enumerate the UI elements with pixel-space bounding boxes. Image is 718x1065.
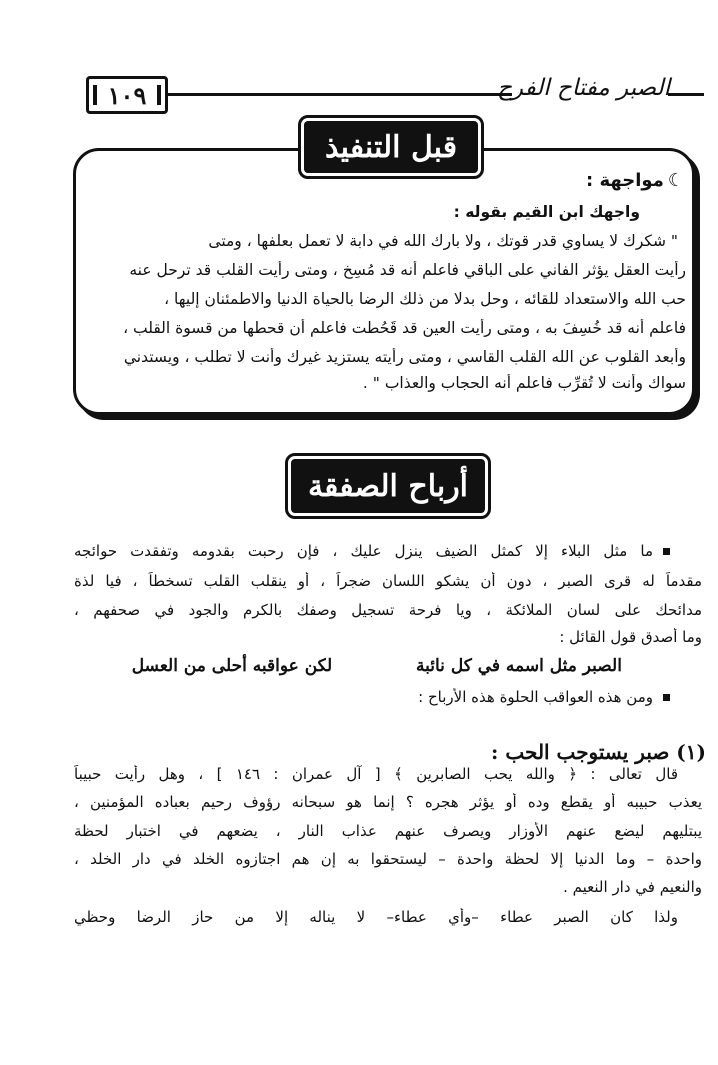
section-banner-before-execution: قبل التنفيذ	[301, 118, 481, 176]
bullet-square-icon	[663, 548, 670, 555]
para-line-2: مقدماً له قرى الصبر ، دون أن يشكو اللسان ضجراً ، أو ينقلب القلب تسخطاً ، فيا لذة	[74, 572, 702, 590]
para-line-1: ما مثل البلاء إلا كمثل الضيف ينزل عليك ، فإن رحبت بقدومه وتفقدت حوائجه	[74, 542, 670, 566]
header-rule-right	[668, 93, 704, 96]
header-rule-left	[117, 93, 512, 96]
box-line-5: وأبعد القلوب عن الله القلب القاسي ، ومتى رأيته يستزيد غيرك وأنت لا تطلب ، ويستدني	[123, 348, 686, 366]
sub-line-4: واحدة – وما الدنيا إلا لحظة واحدة – ليستحقوا به إن هم اجتازوه الخلد في دار الخلد ،	[74, 850, 702, 868]
verse-left-hemistich: لكن عواقبه أحلى من العسل	[131, 656, 333, 676]
para-line-3: مدائحك على لسان الملائكة ، ويا فرحة تسجيل وصفك بالكرم والجود في صحفهم ،	[74, 601, 702, 619]
bullet-line-2: ومن هذه العواقب الحلوة هذه الأرباح :	[360, 688, 670, 712]
sub-line-3: يبتليهم ليضع عنهم الأوزار ويصرف عنهم عذاب النار ، يضعهم في اختبار لحظة	[74, 822, 702, 840]
box-intro: واجهك ابن القيم بقوله :	[453, 203, 640, 221]
box-line-2: رأيت العقل يؤثر الفاني على الباقي فاعلم أنه قد مُسِخ ، ومتى رأيت القلب قد ترحل عنه	[129, 261, 686, 279]
box-heading	[400, 170, 684, 200]
box-line-6: سواك وأنت لا تُقرِّب فاعلم أنه الحجاب والعذاب " .	[362, 374, 686, 392]
section-banner-deal-profits: أرباح الصفقة	[288, 456, 488, 516]
sub-line-1: قال تعالى : ﴿ والله يحب الصابرين ﴾ [ آل عمران : ١٤٦ ] ، وهل رأيت حبيباً	[74, 765, 678, 783]
heading-colon: :	[586, 170, 600, 191]
box-line-3: حب الله والاستعداد للقائه ، وحل بدلا من ذلك الرضا بالحياة الدنيا والاطمئنان إليها ،	[164, 290, 686, 308]
box-line-1: " شكرك لا يساوي قدر قوتك ، ولا بارك الله في دابة لا تعمل بعلفها ، ومتى	[208, 232, 678, 250]
crescent-icon: ☾	[667, 170, 684, 191]
page-number: ١٠٩	[86, 76, 168, 114]
running-title: الصبر مفتاح الفرج	[497, 75, 670, 101]
sub-line-6: ولذا كان الصبر عطاء –وأي عطاء– لا يناله إلا من حاز الرضا وحظي	[74, 908, 678, 926]
sub-line-5: والنعيم في دار النعيم .	[563, 878, 702, 896]
bullet-square-icon	[663, 694, 670, 701]
box-line-4: فاعلم أنه قد خُسِفَ به ، ومتى رأيت العين قد قَحُطت فاعلم أن قحطها من قسوة القلب ،	[123, 319, 686, 337]
subsection-title: (١) صبر يستوجب الحب :	[491, 740, 706, 764]
verse-right-hemistich: الصبر مثل اسمه في كل نائبة	[416, 656, 622, 676]
para-line-4: وما أصدق قول القائل :	[559, 628, 702, 646]
heading-text: مواجهة	[599, 170, 664, 191]
sub-line-2: يعذب حبيبه أو يقطع وده أو يؤثر هجره ؟ إنما هو سبحانه رؤوف رحيم بعباده المؤمنين ،	[74, 793, 702, 811]
